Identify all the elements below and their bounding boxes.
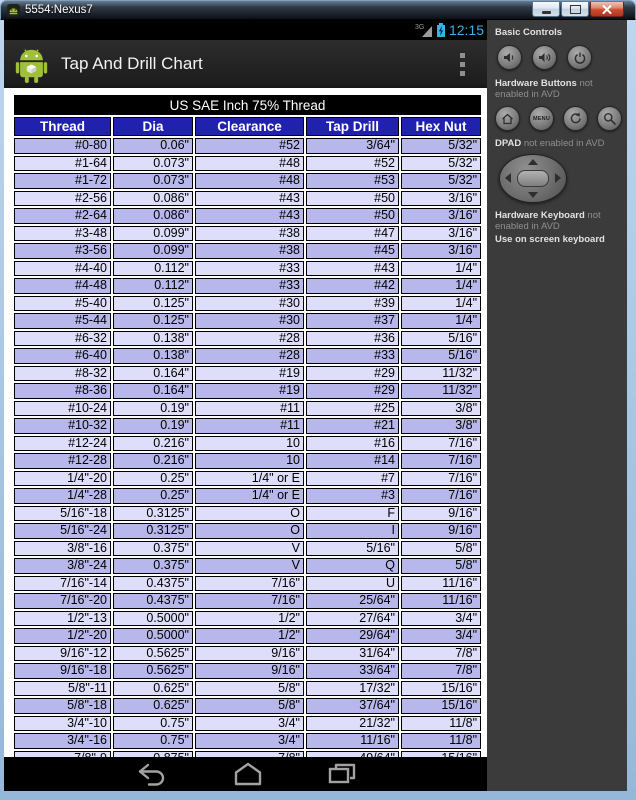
table-row: [14, 646, 481, 662]
cell-tap-drill: 29/64": [306, 628, 399, 644]
cell-thread: #8-32: [14, 366, 111, 382]
cell-thread: 5/16"-18: [14, 506, 111, 522]
cell-dia: 0.125": [113, 296, 193, 312]
emulator-sidebar: [487, 20, 627, 791]
cell-tap-drill: #50: [306, 208, 399, 224]
cell-clearance: #48: [195, 173, 304, 189]
cell-dia: 0.216": [113, 436, 193, 452]
col-header-tap-drill: Tap Drill: [306, 117, 399, 136]
cell-clearance: #52: [195, 138, 304, 154]
dpad-down-icon[interactable]: [528, 192, 538, 198]
table-row: [14, 558, 481, 574]
cell-dia: 0.19": [113, 401, 193, 417]
menu-button-label: MENU: [533, 115, 550, 122]
cell-thread: #1-64: [14, 156, 111, 172]
nav-back-button[interactable]: [135, 762, 169, 786]
cell-tap-drill: #43: [306, 261, 399, 277]
cell-tap-drill: #25: [306, 401, 399, 417]
home-button[interactable]: [495, 106, 520, 131]
cell-hex-nut: 11/32": [401, 383, 481, 399]
cell-dia: 0.625": [113, 681, 193, 697]
cell-tap-drill: #50: [306, 191, 399, 207]
battery-charging-icon: [436, 22, 446, 38]
device-screen: [4, 20, 487, 791]
cell-dia: 0.086": [113, 208, 193, 224]
cell-clearance: 9/16": [195, 646, 304, 662]
cell-tap-drill: Q: [306, 558, 399, 574]
cell-hex-nut: 7/16": [401, 436, 481, 452]
table-row: [14, 681, 481, 697]
page-title: Tap And Drill Chart: [61, 54, 203, 73]
close-button[interactable]: [590, 2, 624, 17]
cell-dia: 0.3125": [113, 523, 193, 539]
cell-clearance: 10: [195, 436, 304, 452]
cell-clearance: 1/4" or E: [195, 471, 304, 487]
cell-clearance: #28: [195, 331, 304, 347]
overflow-menu-icon: [460, 53, 465, 58]
minimize-icon: [542, 11, 551, 14]
cell-thread: 3/4"-10: [14, 716, 111, 732]
maximize-button[interactable]: [561, 2, 589, 17]
cell-clearance: 3/4": [195, 716, 304, 732]
table-row: [14, 313, 481, 329]
table-row: [14, 436, 481, 452]
table-body: [14, 138, 481, 766]
cell-dia: 0.4375": [113, 593, 193, 609]
back-icon: [569, 112, 582, 125]
dpad-left-icon[interactable]: [505, 173, 511, 183]
cell-tap-drill: 5/16": [306, 541, 399, 557]
dpad[interactable]: [499, 154, 567, 203]
cell-clearance: 3/4": [195, 733, 304, 749]
cell-tap-drill: #14: [306, 453, 399, 469]
status-bar: [4, 20, 487, 40]
cell-dia: 0.75": [113, 716, 193, 732]
cell-hex-nut: 15/16": [401, 698, 481, 714]
cell-thread: #12-28: [14, 453, 111, 469]
cell-hex-nut: 3/16": [401, 208, 481, 224]
cell-clearance: 5/8": [195, 681, 304, 697]
cell-tap-drill: 27/64": [306, 611, 399, 627]
cell-dia: 0.5000": [113, 628, 193, 644]
power-button[interactable]: [567, 45, 592, 70]
cell-dia: 0.073": [113, 156, 193, 172]
cell-hex-nut: 11/16": [401, 576, 481, 592]
network-type-label: 3G: [414, 24, 425, 31]
cell-tap-drill: #33: [306, 348, 399, 364]
cell-hex-nut: 5/16": [401, 331, 481, 347]
dpad-note: not enabled in AVD: [523, 138, 605, 149]
cell-dia: 0.125": [113, 313, 193, 329]
cell-tap-drill: 3/64": [306, 138, 399, 154]
cell-clearance: 1/2": [195, 628, 304, 644]
cell-thread: 3/8"-16: [14, 541, 111, 557]
cell-dia: 0.375": [113, 541, 193, 557]
cell-thread: #6-32: [14, 331, 111, 347]
cell-thread: #8-36: [14, 383, 111, 399]
cell-tap-drill: 11/16": [306, 733, 399, 749]
col-header-dia: Dia: [113, 117, 193, 136]
cell-thread: #2-64: [14, 208, 111, 224]
table-row: [14, 733, 481, 749]
cell-clearance: O: [195, 523, 304, 539]
cell-thread: #2-56: [14, 191, 111, 207]
table-row: [14, 261, 481, 277]
table-header-row: [14, 117, 481, 136]
cell-dia: 0.5000": [113, 611, 193, 627]
table-row: [14, 593, 481, 609]
cell-clearance: #38: [195, 226, 304, 242]
cell-thread: 5/8"-18: [14, 698, 111, 714]
cell-clearance: #11: [195, 418, 304, 434]
col-header-clearance: Clearance: [195, 117, 304, 136]
cell-clearance: 9/16": [195, 663, 304, 679]
cell-dia: 0.06": [113, 138, 193, 154]
cell-tap-drill: #36: [306, 331, 399, 347]
cell-hex-nut: 7/16": [401, 488, 481, 504]
col-header-hex-nut: Hex Nut: [401, 117, 481, 136]
action-bar: [4, 40, 487, 88]
nav-home-button[interactable]: [233, 762, 263, 786]
cell-hex-nut: 1/4": [401, 278, 481, 294]
cell-thread: 1/4"-20: [14, 471, 111, 487]
cell-hex-nut: 3/8": [401, 401, 481, 417]
android-robot-icon: [15, 45, 48, 83]
cell-dia: 0.112": [113, 278, 193, 294]
window-titlebar: [0, 0, 636, 20]
dpad-center-button[interactable]: [517, 170, 549, 187]
cell-tap-drill: #52: [306, 156, 399, 172]
col-header-thread: Thread: [14, 117, 111, 136]
cell-tap-drill: I: [306, 523, 399, 539]
volume-up-icon: [538, 52, 552, 63]
cell-clearance: #28: [195, 348, 304, 364]
hardware-keyboard-note: not enabled in AVD: [495, 210, 601, 232]
cell-tap-drill: #29: [306, 383, 399, 399]
cell-hex-nut: 15/16": [401, 681, 481, 697]
menu-button[interactable]: [529, 106, 554, 131]
cell-tap-drill: 37/64": [306, 698, 399, 714]
cell-clearance: 10: [195, 453, 304, 469]
cell-tap-drill: #42: [306, 278, 399, 294]
cell-clearance: #38: [195, 243, 304, 259]
cell-hex-nut: 5/32": [401, 156, 481, 172]
table-row: [14, 173, 481, 189]
cell-thread: #5-40: [14, 296, 111, 312]
dpad-label: DPAD: [495, 138, 522, 149]
cell-dia: 0.25": [113, 471, 193, 487]
hardware-keyboard-label: Hardware Keyboard: [495, 210, 585, 221]
hardware-buttons-label: Hardware Buttons: [495, 78, 577, 89]
cell-dia: 0.164": [113, 366, 193, 382]
cell-thread: #4-48: [14, 278, 111, 294]
cell-hex-nut: 3/16": [401, 191, 481, 207]
cell-hex-nut: 1/4": [401, 261, 481, 277]
table-row: [14, 611, 481, 627]
table-row: [14, 663, 481, 679]
keyboard-hint: Use on screen keyboard: [495, 234, 605, 245]
cell-thread: 5/8"-11: [14, 681, 111, 697]
table-row: [14, 296, 481, 312]
cell-hex-nut: 1/4": [401, 296, 481, 312]
cell-clearance: #43: [195, 208, 304, 224]
app-content: [4, 88, 487, 757]
status-clock: 12:15: [448, 22, 484, 38]
cell-thread: #6-40: [14, 348, 111, 364]
search-icon: [603, 112, 616, 125]
volume-down-icon: [503, 52, 516, 63]
cell-dia: 0.216": [113, 453, 193, 469]
cell-tap-drill: 31/64": [306, 646, 399, 662]
cell-thread: 7/16"-14: [14, 576, 111, 592]
tap-drill-table: [12, 93, 483, 768]
table-row: [14, 576, 481, 592]
cell-hex-nut: 7/8": [401, 663, 481, 679]
table-title: US SAE Inch 75% Thread: [14, 95, 481, 115]
cell-dia: 0.138": [113, 331, 193, 347]
cell-tap-drill: #3: [306, 488, 399, 504]
table-row: [14, 471, 481, 487]
cell-dia: 0.3125": [113, 506, 193, 522]
table-row: [14, 243, 481, 259]
cell-hex-nut: 5/16": [401, 348, 481, 364]
cell-hex-nut: 11/8": [401, 733, 481, 749]
cell-dia: 0.5625": [113, 646, 193, 662]
home-icon: [233, 762, 263, 786]
cell-hex-nut: 11/32": [401, 366, 481, 382]
back-button[interactable]: [563, 106, 588, 131]
cell-tap-drill: #53: [306, 173, 399, 189]
cell-dia: 0.375": [113, 558, 193, 574]
dpad-up-icon[interactable]: [528, 159, 538, 165]
cell-tap-drill: #37: [306, 313, 399, 329]
table-row: [14, 208, 481, 224]
cell-hex-nut: 7/8": [401, 646, 481, 662]
cell-dia: 0.073": [113, 173, 193, 189]
table-row: [14, 278, 481, 294]
cell-tap-drill: #29: [306, 366, 399, 382]
cell-hex-nut: 3/8": [401, 418, 481, 434]
cell-dia: 0.4375": [113, 576, 193, 592]
cell-thread: #10-32: [14, 418, 111, 434]
basic-controls-label: Basic Controls: [495, 27, 563, 38]
cell-hex-nut: 3/16": [401, 226, 481, 242]
cell-dia: 0.19": [113, 418, 193, 434]
cell-tap-drill: #47: [306, 226, 399, 242]
cell-dia: 0.25": [113, 488, 193, 504]
cell-dia: 0.112": [113, 261, 193, 277]
cell-thread: #12-24: [14, 436, 111, 452]
table-row: [14, 401, 481, 417]
minimize-button[interactable]: [532, 2, 560, 17]
table-row: [14, 488, 481, 504]
cell-dia: 0.625": [113, 698, 193, 714]
cell-tap-drill: #16: [306, 436, 399, 452]
back-icon: [135, 762, 169, 786]
cell-clearance: #33: [195, 278, 304, 294]
table-row: [14, 418, 481, 434]
window-title: 5554:Nexus7: [25, 4, 93, 16]
table-row: [14, 366, 481, 382]
table-row: [14, 156, 481, 172]
cell-thread: #1-72: [14, 173, 111, 189]
cell-thread: #0-80: [14, 138, 111, 154]
cell-thread: #5-44: [14, 313, 111, 329]
dpad-right-icon[interactable]: [555, 173, 561, 183]
cell-hex-nut: 5/32": [401, 138, 481, 154]
cell-dia: 0.5625": [113, 663, 193, 679]
cell-thread: 9/16"-12: [14, 646, 111, 662]
cell-clearance: V: [195, 541, 304, 557]
cell-dia: 0.164": [113, 383, 193, 399]
table-row: [14, 348, 481, 364]
navigation-bar: [4, 757, 487, 791]
cell-tap-drill: 25/64": [306, 593, 399, 609]
cell-clearance: #19: [195, 366, 304, 382]
cell-hex-nut: 1/4": [401, 313, 481, 329]
cell-thread: 1/4"-28: [14, 488, 111, 504]
volume-down-button[interactable]: [497, 45, 522, 70]
hardware-buttons-note: not enabled in AVD: [495, 78, 593, 100]
cell-hex-nut: 5/8": [401, 558, 481, 574]
cell-hex-nut: 3/4": [401, 628, 481, 644]
cell-tap-drill: U: [306, 576, 399, 592]
cell-tap-drill: #45: [306, 243, 399, 259]
cell-dia: 0.75": [113, 733, 193, 749]
cell-clearance: 1/4" or E: [195, 488, 304, 504]
table-row: [14, 698, 481, 714]
cell-thread: #4-40: [14, 261, 111, 277]
cell-thread: #3-56: [14, 243, 111, 259]
cell-hex-nut: 7/16": [401, 453, 481, 469]
cell-clearance: #33: [195, 261, 304, 277]
overflow-menu-button[interactable]: [460, 40, 465, 88]
cell-clearance: 7/16": [195, 576, 304, 592]
cell-clearance: 1/2": [195, 611, 304, 627]
table-row: [14, 453, 481, 469]
nav-recents-button[interactable]: [327, 762, 357, 786]
cell-thread: 3/8"-24: [14, 558, 111, 574]
cell-thread: 7/16"-20: [14, 593, 111, 609]
home-icon: [501, 113, 514, 125]
cell-thread: 1/2"-20: [14, 628, 111, 644]
cell-tap-drill: 17/32": [306, 681, 399, 697]
cell-hex-nut: 3/4": [401, 611, 481, 627]
cell-hex-nut: 11/8": [401, 716, 481, 732]
cell-clearance: 7/16": [195, 593, 304, 609]
cell-thread: 1/2"-13: [14, 611, 111, 627]
cell-clearance: V: [195, 558, 304, 574]
cell-clearance: #30: [195, 296, 304, 312]
cell-clearance: #19: [195, 383, 304, 399]
cell-hex-nut: 9/16": [401, 523, 481, 539]
cell-tap-drill: 33/64": [306, 663, 399, 679]
power-icon: [574, 52, 586, 64]
close-icon: [602, 5, 612, 14]
emulator-icon: [7, 4, 20, 17]
cell-tap-drill: #39: [306, 296, 399, 312]
maximize-icon: [570, 5, 581, 14]
cell-hex-nut: 5/32": [401, 173, 481, 189]
cell-hex-nut: 9/16": [401, 506, 481, 522]
table-row: [14, 506, 481, 522]
cell-clearance: #48: [195, 156, 304, 172]
cell-clearance: #43: [195, 191, 304, 207]
table-row: [14, 716, 481, 732]
recents-icon: [327, 762, 357, 786]
cell-dia: 0.138": [113, 348, 193, 364]
search-button[interactable]: [597, 106, 622, 131]
volume-up-button[interactable]: [532, 45, 557, 70]
cell-dia: 0.099": [113, 243, 193, 259]
table-row: [14, 628, 481, 644]
table-row: [14, 226, 481, 242]
cell-dia: 0.099": [113, 226, 193, 242]
cell-hex-nut: 3/16": [401, 243, 481, 259]
cell-clearance: O: [195, 506, 304, 522]
table-row: [14, 191, 481, 207]
cell-clearance: #11: [195, 401, 304, 417]
cell-clearance: #30: [195, 313, 304, 329]
cell-hex-nut: 5/8": [401, 541, 481, 557]
cell-thread: 3/4"-16: [14, 733, 111, 749]
cell-tap-drill: F: [306, 506, 399, 522]
table-row: [14, 523, 481, 539]
cell-tap-drill: #7: [306, 471, 399, 487]
cell-thread: 9/16"-18: [14, 663, 111, 679]
cell-thread: #10-24: [14, 401, 111, 417]
signal-3g-icon: [415, 22, 433, 38]
cell-tap-drill: 21/32": [306, 716, 399, 732]
cell-dia: 0.086": [113, 191, 193, 207]
cell-tap-drill: #21: [306, 418, 399, 434]
table-row: [14, 331, 481, 347]
table-row: [14, 383, 481, 399]
table-row: [14, 138, 481, 154]
cell-hex-nut: 11/16": [401, 593, 481, 609]
cell-thread: #3-48: [14, 226, 111, 242]
cell-clearance: 5/8": [195, 698, 304, 714]
cell-hex-nut: 7/16": [401, 471, 481, 487]
table-row: [14, 541, 481, 557]
cell-thread: 5/16"-24: [14, 523, 111, 539]
